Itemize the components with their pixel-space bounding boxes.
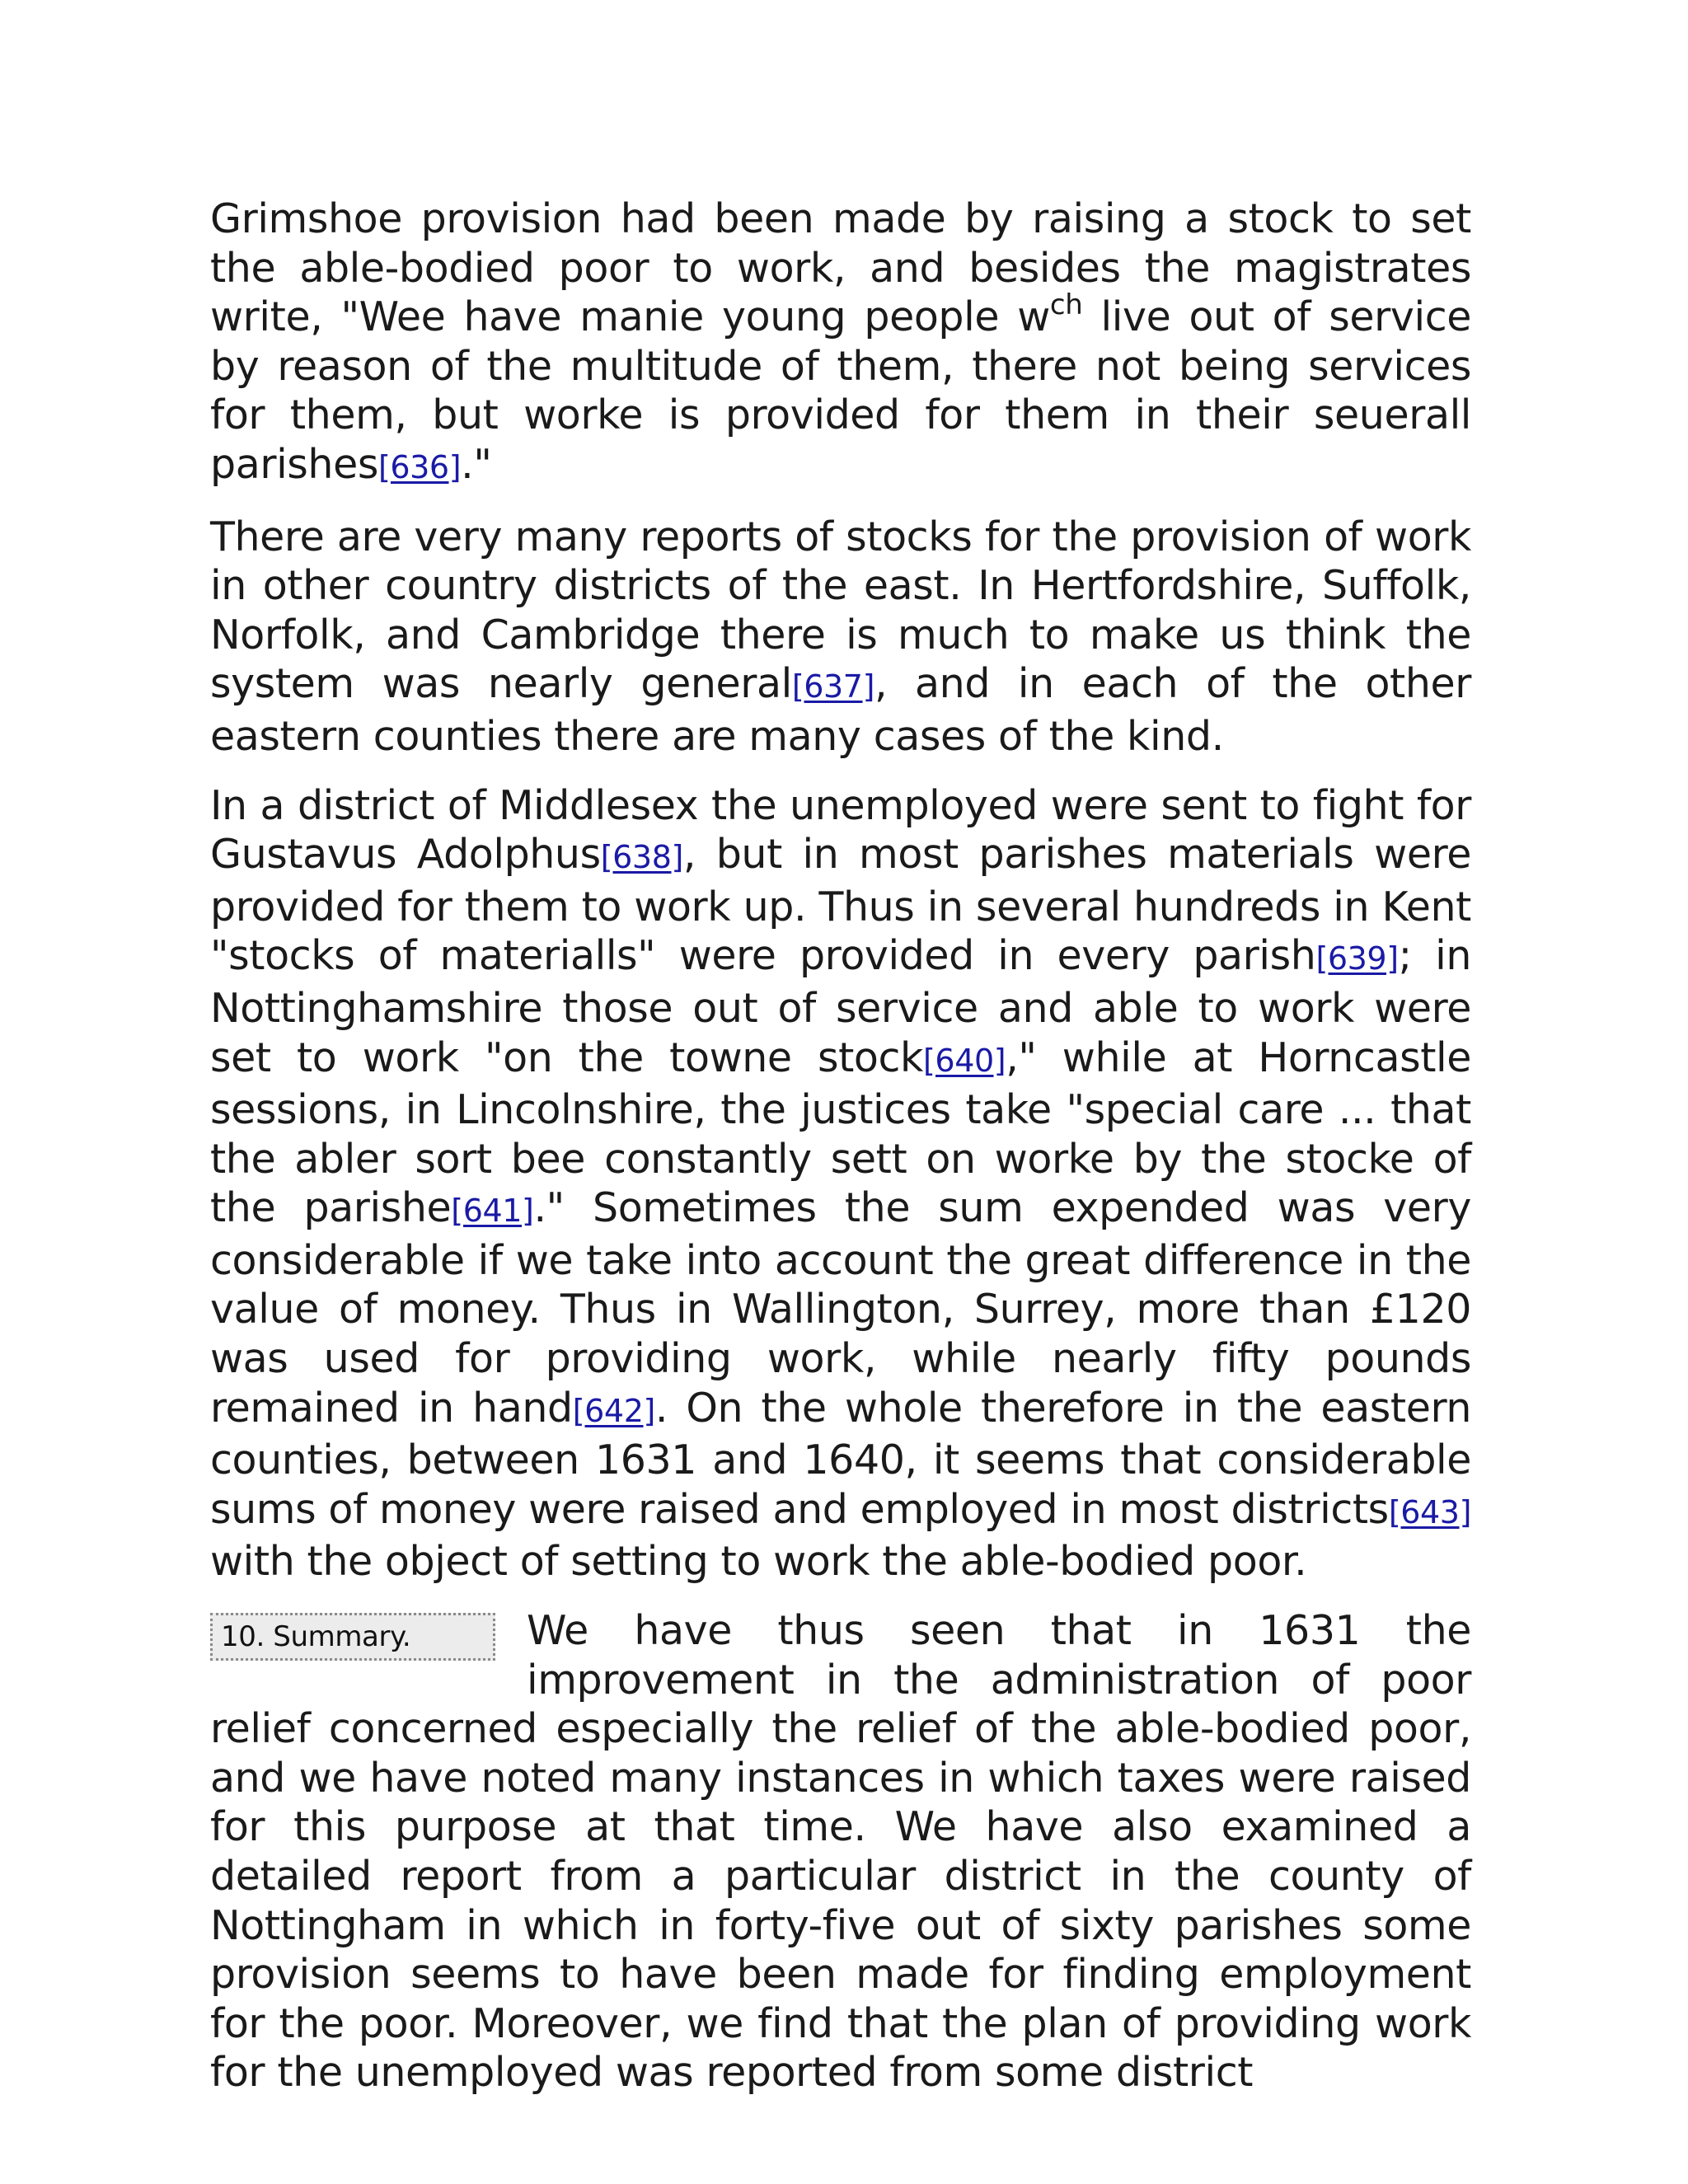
text: We have thus seen that in 1631 the improvement in the administration of poor relief concerned especially the relief of the able-bodied poor, and we have noted many instances in which taxes were raised for this purpose at that time. We have also examined a detailed report from a particular district in the county of Nottingham in which in forty-five out of sixty parishes some provision seems to have been made for finding employment for the poor. Moreover, we find that the plan of providing work for the unemployed was reported from some district [210, 1607, 1471, 2097]
sidenote-summary: 10. Summary. [210, 1613, 495, 1661]
text: In a district of Middlesex the unemployed were sent to fight for Gustavus Adolphus [210, 781, 1471, 879]
text: Grimshoe provision had been made by raising a stock to set the able-bodied poor to work, and besides the magistrates write, "Wee have manie young people w [210, 195, 1471, 341]
text: , but in most parishes materials were provided for them to work up. Thus in several hundreds in Kent "stocks of materialls" were provided in every parish [210, 831, 1471, 980]
text: with the object of setting to work the able-bodied poor. [210, 1538, 1307, 1586]
text: ; in Nottinghamshire those out of service and able to work were set to work "on the towne stock [210, 932, 1471, 1081]
footnote-link-636[interactable]: [636] [377, 448, 462, 485]
text: ." Sometimes the sum expended was very considerable if we take into account the great difference in the value of money. Thus in Wallington, Surrey, more than £120 was used for providing work, while nearly fifty pounds remained in hand [210, 1184, 1471, 1432]
footnote-link-638[interactable]: [638] [600, 839, 683, 876]
footnote-link-639[interactable]: [639] [1315, 940, 1399, 977]
text: ." [461, 440, 492, 488]
footnote-link-640[interactable]: [640] [923, 1042, 1006, 1079]
superscript: ch [1049, 288, 1083, 322]
text: live out of service by reason of the multitude of them, there not being services for them, but worke is provided for them in their seuerall parishes [210, 293, 1471, 488]
text: , and in each of the other eastern counties there are many cases of the kind. [210, 660, 1471, 760]
footnote-link-641[interactable]: [641] [451, 1193, 534, 1230]
paragraph-middlesex [210, 781, 1471, 1587]
footnote-link-643[interactable]: [643] [1388, 1493, 1471, 1530]
paragraph-stocks [210, 513, 1471, 762]
footnote-link-637[interactable]: [637] [791, 668, 874, 705]
paragraph-summary [210, 1606, 1471, 2097]
footnote-link-642[interactable]: [642] [572, 1392, 655, 1429]
document-page [210, 194, 1471, 2117]
text: ," while at Horncastle sessions, in Lincolnshire, the justices take "special care ... that the abler sort bee constantly sett on worke by the stocke of the parishe [210, 1033, 1472, 1232]
paragraph-grimshoe [210, 194, 1471, 493]
text: . On the whole therefore in the eastern counties, between 1631 and 1640, it seems that considerable sums of money were raised and employed in most districts [210, 1384, 1471, 1533]
text: There are very many reports of stocks for the provision of work in other country districts of the east. In Hertfordshire, Suffolk, Norfolk, and Cambridge there is much to make us think the system was nearly general [210, 513, 1471, 708]
